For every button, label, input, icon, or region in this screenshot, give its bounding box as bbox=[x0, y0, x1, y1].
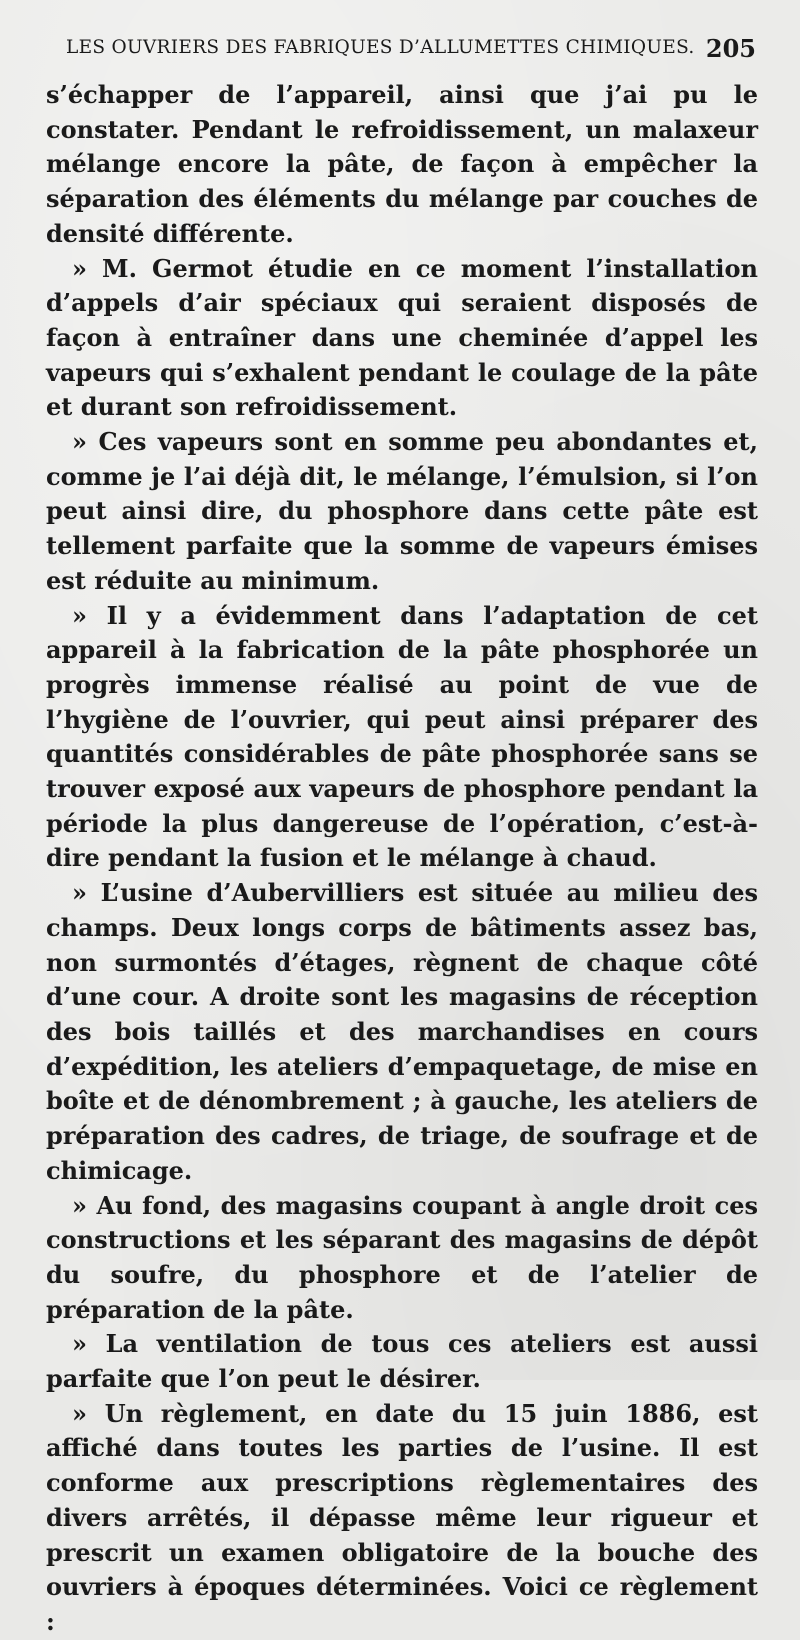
page-header bbox=[66, 34, 756, 66]
paragraph-germot-ventilation: » M. Germot étudie en ce moment l’installation d’appels d’air spéciaux qui seraient disposés de façon à entraîner dans une cheminée d’appel les vapeurs qui s’exhalent pendant le coulage de la pâte et durant son refroidissement. bbox=[46, 253, 758, 422]
running-title: LES OUVRIERS DES FABRIQUES D’ALLUMETTES CHIMIQUES. bbox=[66, 37, 695, 58]
page-number: 205 bbox=[705, 34, 756, 63]
paragraph-vapeurs: » Ces vapeurs sont en somme peu abondantes et, comme je l’ai déjà dit, le mélange, l’émulsion, si l’on peut ainsi dire, du phosphore dans cette pâte est tellement parfaite que la somme de vapeurs émises est réduite au minimum. bbox=[46, 427, 758, 595]
paragraph-reglement: » Un règlement, en date du 15 juin 1886, est affiché dans toutes les parties de l’usine. Il est conforme aux prescriptions règlementaires des divers arrêtés, il dépasse même leur rigueur et prescrit un examen obligatoire de la bouche des ouvriers à époques déterminées. Voici ce règlement : bbox=[46, 1398, 758, 1636]
paragraph-magasins-fond: » Au fond, des magasins coupant à angle droit ces constructions et les séparant des magasins de dépôt du soufre, du phosphore et de l’atelier de préparation de la pâte. bbox=[46, 1190, 758, 1324]
paragraph-continued: s’échapper de l’appareil, ainsi que j’ai pu le constater. Pendant le refroidissement, un malaxeur mélange encore la pâte, de façon à empêcher la séparation des éléments du mélange par couches de densité différente. bbox=[46, 80, 758, 248]
paragraph-usine-aubervilliers: » L’usine d’Aubervilliers est située au milieu des champs. Deux longs corps de bâtiments assez bas, non surmontés d’étages, règnent de chaque côté d’une cour. A droite sont les magasins de réception des bois taillés et des marchandises en cours d’expédition, les ateliers d’empaquetage, de mise en boîte et de dénombrement ; à gauche, les ateliers de préparation des cadres, de triage, de soufrage et de chimicage. bbox=[46, 878, 758, 1185]
body-text bbox=[46, 78, 758, 1640]
paragraph-progres-hygiene: » Il y a évidemment dans l’adaptation de cet appareil à la fabrication de la pâte phosphorée un progrès immense réalisé au point de vue de l’hygiène de l’ouvrier, qui peut ainsi préparer des quantités considérables de pâte phosphorée sans se trouver exposé aux vapeurs de phosphore pendant la période la plus dangereuse de l’opération, c’est-à-dire pendant la fusion et le mélange à chaud. bbox=[46, 600, 758, 873]
paragraph-ventilation-ateliers: » La ventilation de tous ces ateliers est aussi parfaite que l’on peut le désirer. bbox=[46, 1329, 758, 1394]
